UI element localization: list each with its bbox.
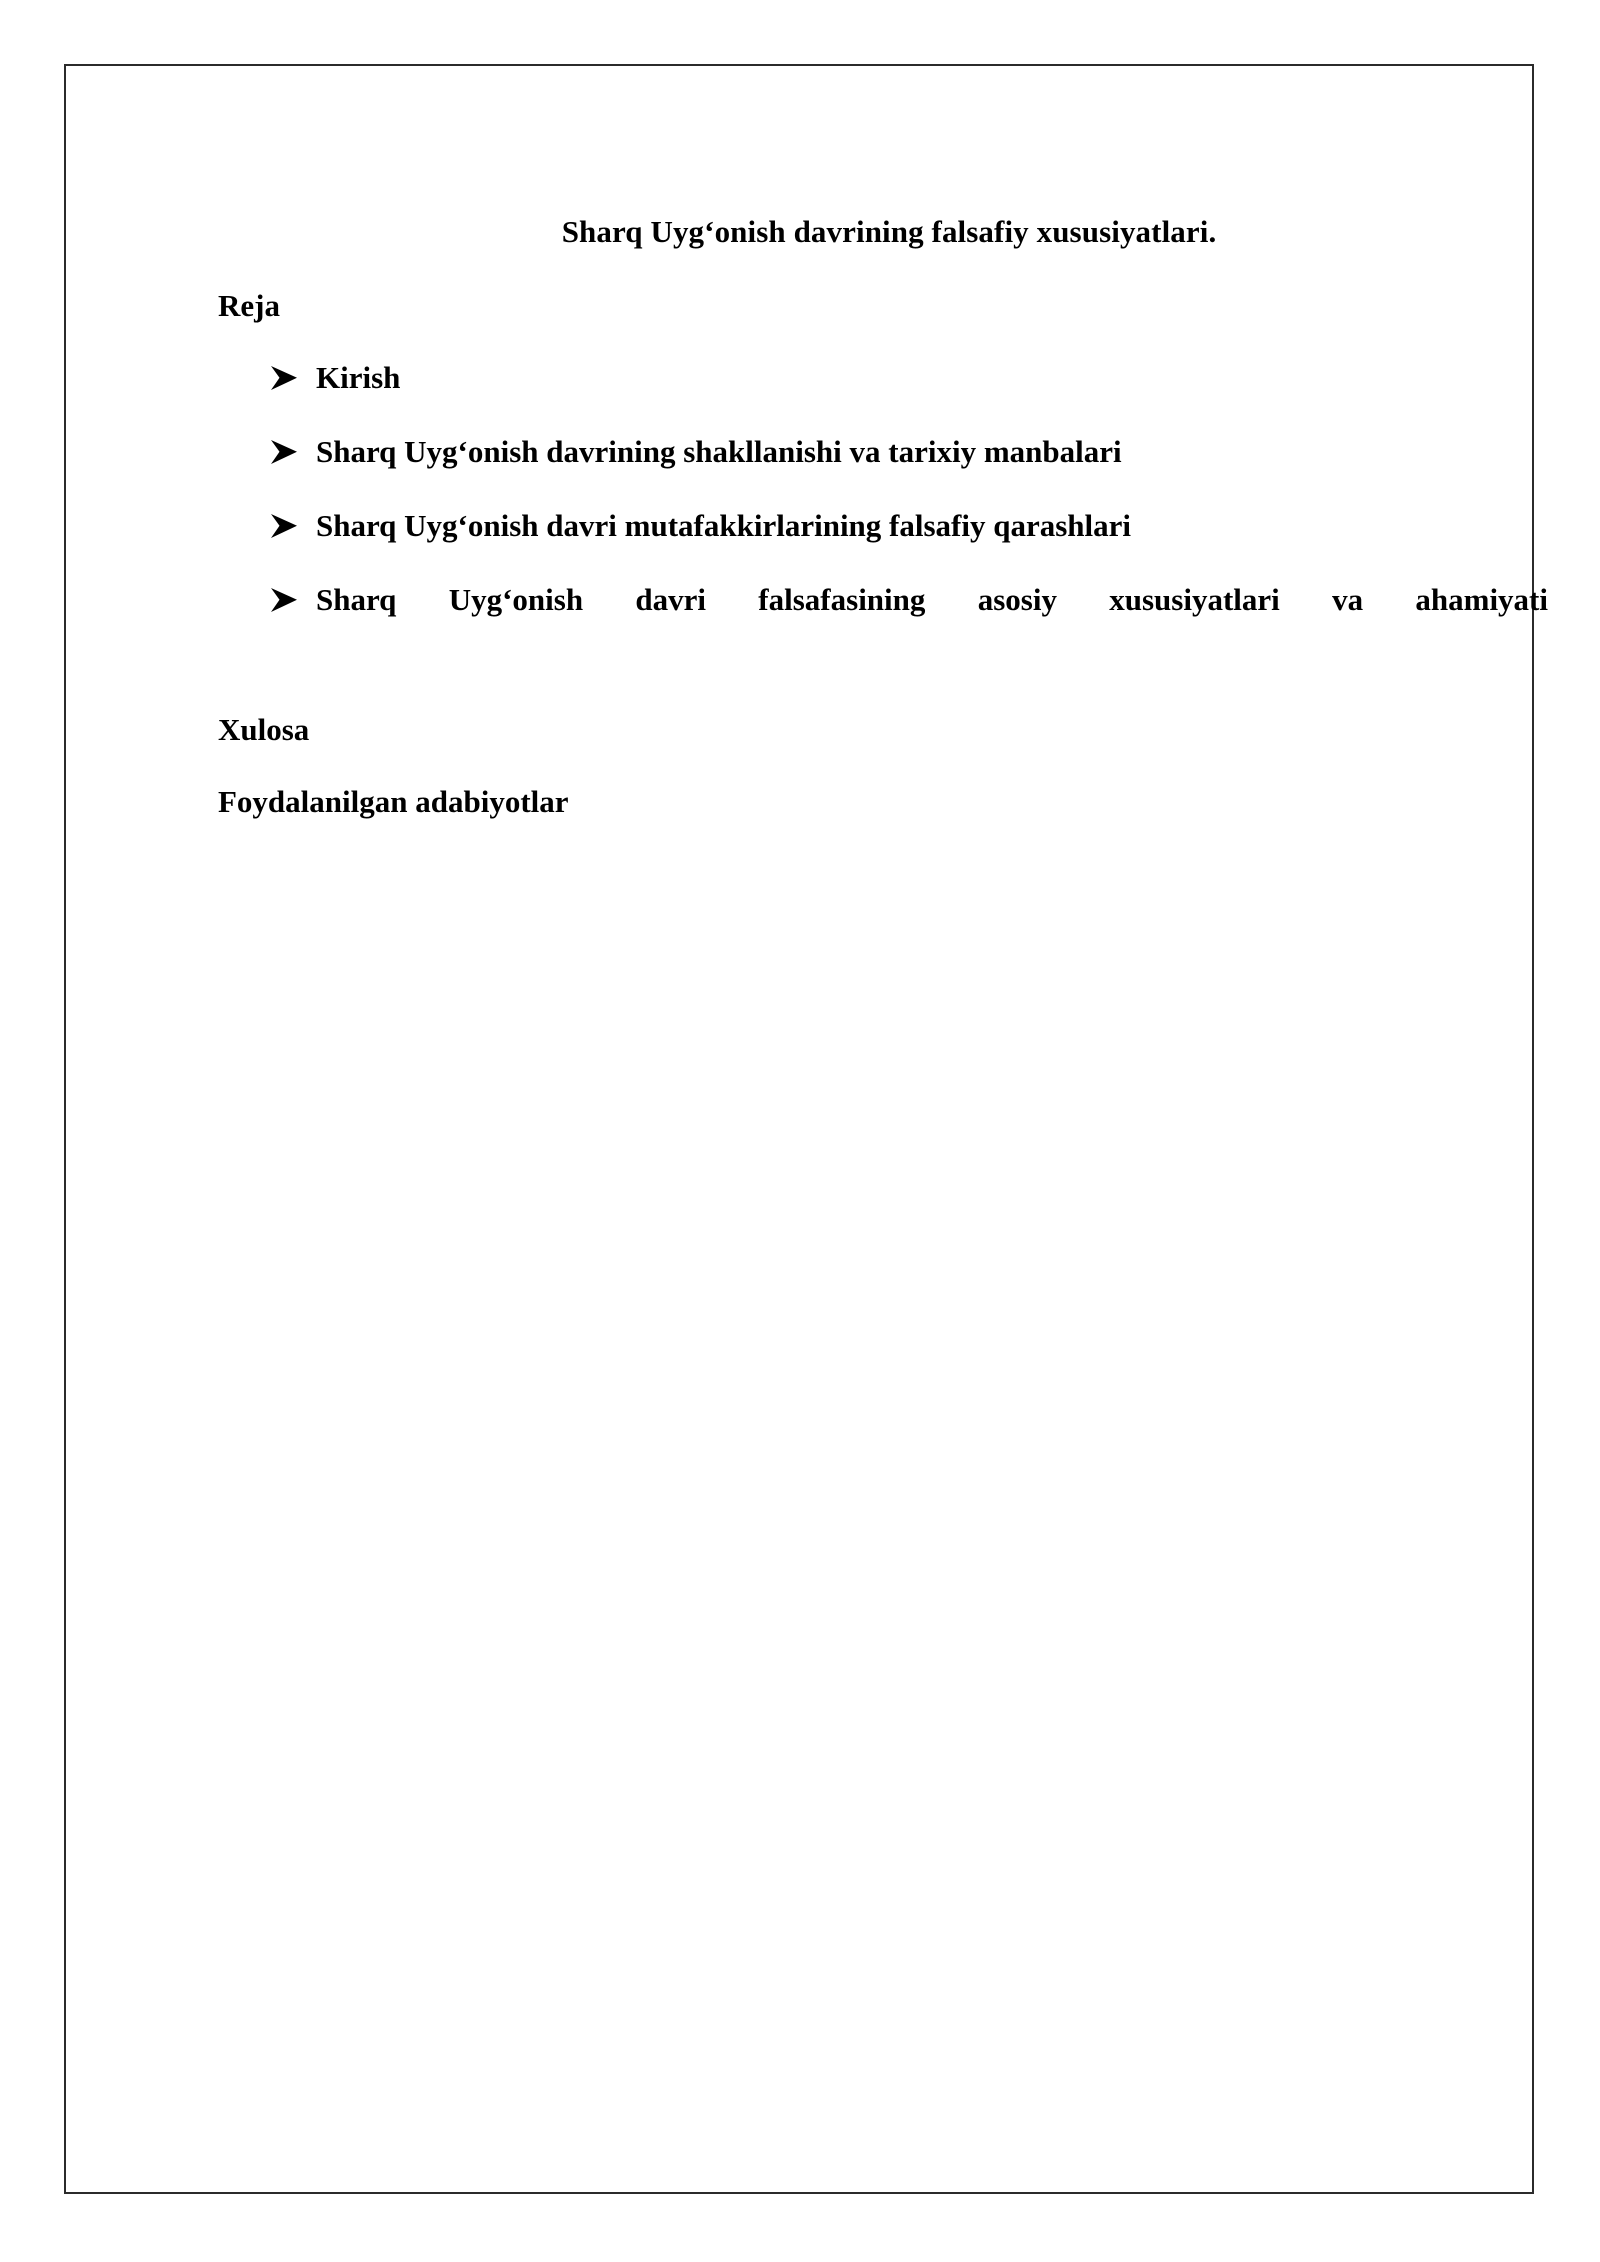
arrowhead-bullet-icon — [269, 574, 303, 613]
document-content — [218, 206, 1548, 828]
plan-heading: Reja — [218, 288, 280, 323]
list-item — [218, 574, 1548, 678]
list-item-label: Sharq Uyg‘onish davri mutafakkirlarining falsafiy qarashlari — [316, 508, 1132, 543]
list-item-label: Sharq Uyg‘onish davri falsafasining asosiy xususiyatlari va ahamiyati — [316, 582, 1548, 617]
list-item-label: Kirish — [316, 360, 401, 395]
conclusion-heading: Xulosa — [218, 712, 310, 747]
list-item — [218, 500, 1548, 552]
references-heading: Foydalanilgan adabiyotlar — [218, 784, 569, 819]
plan-list — [218, 352, 1548, 678]
page-border-frame — [64, 64, 1548, 2194]
arrowhead-bullet-icon — [269, 426, 303, 465]
arrowhead-bullet-icon — [269, 500, 303, 539]
page-title: Sharq Uyg‘onish davrining falsafiy xususiyatlari. — [561, 214, 1217, 249]
list-item-label: Sharq Uyg‘onish davrining shakllanishi va tarixiy manbalari — [316, 434, 1122, 469]
list-item — [218, 352, 1548, 404]
arrowhead-bullet-icon — [269, 352, 303, 391]
list-item — [218, 426, 1548, 478]
